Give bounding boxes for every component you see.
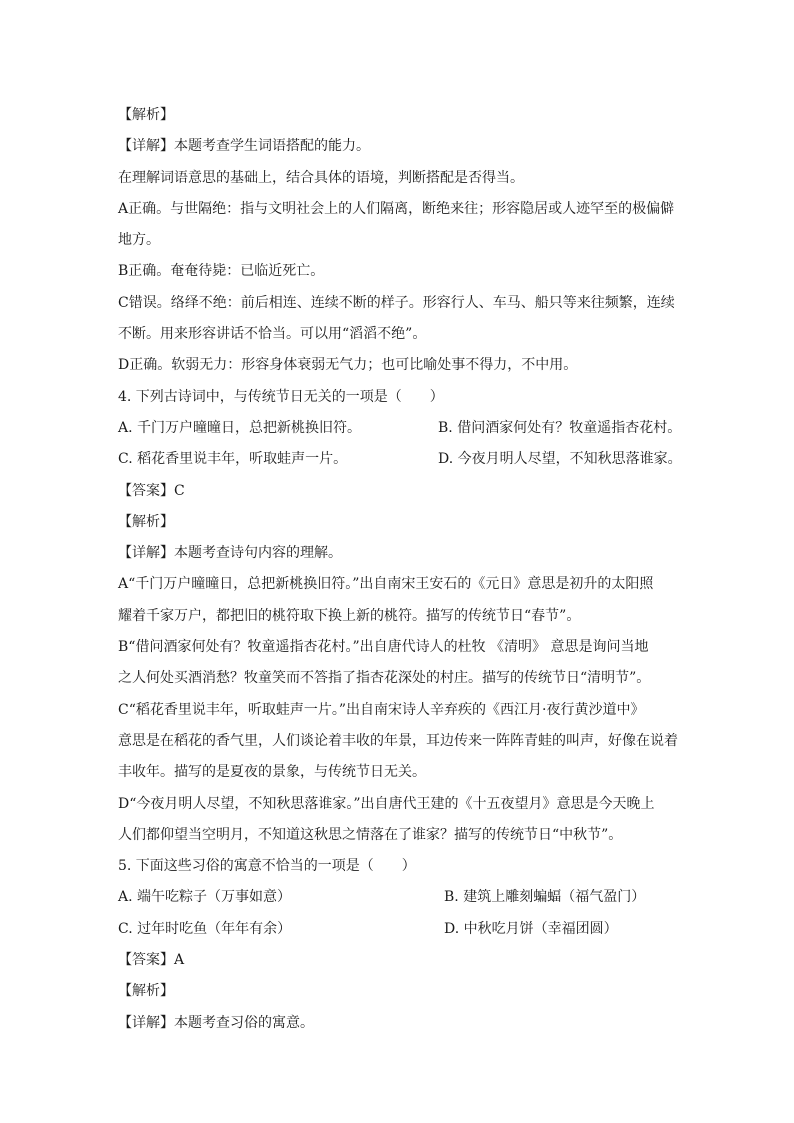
answer-line: 【答案】C (118, 482, 185, 499)
explanation-c-line1: C“稻花香里说丰年，听取蛙声一片。”出自南宋诗人辛弃疾的《西江月·夜行黄沙道中》 (118, 701, 645, 718)
option-d: D. 中秋吃月饼（幸福团圆） (444, 920, 618, 937)
analysis-heading: 【解析】 (118, 983, 174, 1000)
option-a: A. 端午吃粽子（万事如意） (118, 889, 292, 906)
explanation-d-line2: 人们都仰望当空明月，不知道这秋思之情落在了谁家？描写的传统节日“中秋节”。 (118, 826, 623, 843)
option-c: C. 过年时吃鱼（年年有余） (118, 920, 292, 937)
explanation-c-line1: C错误。络绎不绝：前后相连、连续不断的样子。形容行人、车马、船只等来往频繁，连续 (118, 294, 675, 311)
analysis-heading: 【解析】 (118, 107, 174, 123)
document-page (118, 100, 688, 1039)
question-5-options-row1 (118, 882, 688, 913)
answer-line: 【答案】A (118, 952, 185, 969)
explanation-a-line1: A正确。与世隔绝：指与文明社会上的人们隔离，断绝来往；形容隐居或人迹罕至的极偏僻 (118, 200, 675, 217)
option-d: D. 今夜月明人尽望，不知秋思落谁家。 (438, 451, 682, 468)
explanation-d-line1: D“今夜月明人尽望，不知秋思落谁家。”出自唐代王建的《十五夜望月》意思是今天晚上 (118, 795, 655, 812)
explanation-b-line1: B“借问酒家何处有？牧童遥指杏花村。”出自唐代诗人的杜牧 《清明》 意思是询问当地 (118, 639, 649, 656)
detail-line: 【详解】本题考查学生词语搭配的能力。 (118, 138, 370, 155)
explanation-c-line2: 不断。用来形容讲话不恰当。可以用“滔滔不绝”。 (118, 326, 427, 343)
explanation-d: D正确。软弱无力：形容身体衰弱无气力；也可比喻处事不得力，不中用。 (118, 357, 578, 374)
question-5-options-row2 (118, 914, 688, 945)
intro-line: 在理解词语意思的基础上，结合具体的语境，判断搭配是否得当。 (118, 169, 524, 186)
explanation-c-line2: 意思是在稻花的香气里，人们谈论着丰收的年景，耳边传来一阵阵青蛙的叫声，好像在说着 (118, 732, 678, 749)
question-4-options-row2 (118, 444, 688, 475)
explanation-c-line3: 丰收年。描写的是夏夜的景象，与传统节日无关。 (118, 764, 426, 781)
option-b: B. 借问酒家何处有？牧童遥指杏花村。 (438, 419, 682, 436)
question-4-options-row1 (118, 413, 688, 444)
explanation-b: B正确。奄奄待毙：已临近死亡。 (118, 263, 325, 280)
option-c: C. 稻花香里说丰年，听取蛙声一片。 (118, 451, 348, 468)
explanation-b-line2: 之人何处买酒消愁？牧童笑而不答指了指杏花深处的村庄。描写的传统节日“清明节”。 (118, 670, 651, 687)
option-a: A. 千门万户曈曈日，总把新桃换旧符。 (118, 419, 362, 436)
explanation-a-line2: 地方。 (118, 232, 160, 249)
question-4: 4. 下列古诗词中，与传统节日无关的一项是（ ） (118, 388, 444, 405)
explanation-a-line1: A“千门万户曈曈日，总把新桃换旧符。”出自南宋王安石的《元日》意思是初升的太阳照 (118, 576, 654, 593)
detail-line: 【详解】本题考查诗句内容的理解。 (118, 545, 342, 562)
explanation-a-line2: 耀着千家万户，都把旧的桃符取下换上新的桃符。描写的传统节日“春节”。 (118, 607, 581, 624)
option-b: B. 建筑上雕刻蝙蝠（福气盈门） (444, 889, 646, 906)
question-5: 5. 下面这些习俗的寓意不恰当的一项是（ ） (118, 858, 416, 875)
detail-line: 【详解】本题考查习俗的寓意。 (118, 1014, 314, 1031)
analysis-heading: 【解析】 (118, 513, 174, 530)
